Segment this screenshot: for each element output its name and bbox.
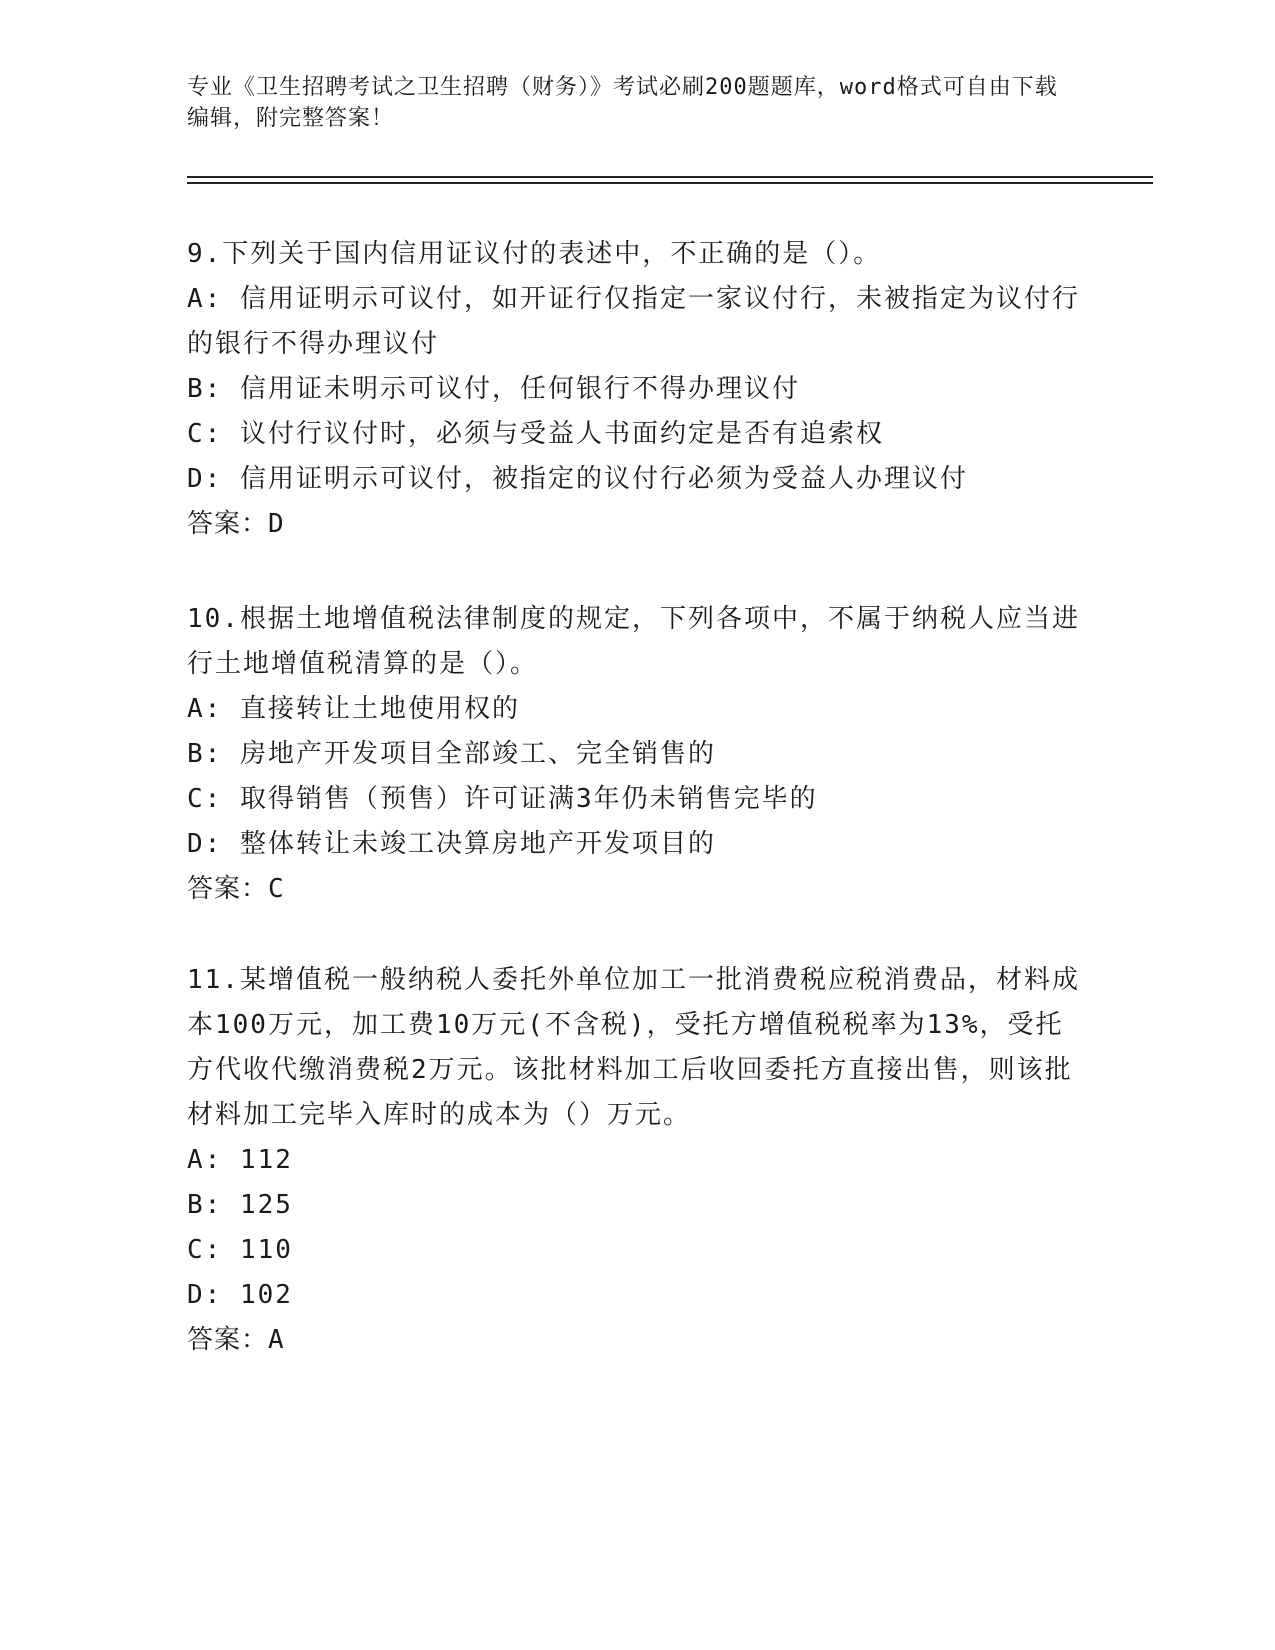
header-divider-bottom	[187, 182, 1153, 184]
option-a: A: 信用证明示可议付，如开证行仅指定一家议付行，未被指定为议付行的银行不得办理议付	[187, 284, 1080, 359]
question-stem: 10.根据土地增值税法律制度的规定，下列各项中，不属于纳税人应当进行土地增值税清算的是（）。	[187, 604, 1080, 679]
option-d: D: 整体转让未竣工决算房地产开发项目的	[187, 829, 716, 859]
option-d: D: 信用证明示可议付，被指定的议付行必须为受益人办理议付	[187, 464, 968, 494]
option-b: B: 房地产开发项目全部竣工、完全销售的	[187, 739, 716, 769]
option-d: D: 102	[187, 1280, 293, 1310]
answer-line	[187, 502, 1087, 547]
option-a: A: 112	[187, 1145, 293, 1175]
option-c: C: 110	[187, 1235, 293, 1265]
question-stem: 9.下列关于国内信用证议付的表述中，不正确的是（）。	[187, 239, 882, 269]
header-divider-top	[187, 176, 1153, 178]
question-stem: 11.某增值税一般纳税人委托外单位加工一批消费税应税消费品，材料成本100万元，加工费10万元(不含税)，受托方增值税税率为13%，受托方代收代缴消费税2万元。该批材料加工后收回委托方直接出售，则该批材料加工完毕入库时的成本为（）万元。	[187, 965, 1080, 1130]
option-b: B: 125	[187, 1190, 293, 1220]
answer-label: 答案：	[187, 874, 269, 904]
question-9	[187, 232, 1087, 547]
option-a: A: 直接转让土地使用权的	[187, 694, 520, 724]
question-11	[187, 958, 1087, 1363]
answer-label: 答案：	[187, 509, 269, 539]
answer-label: 答案：	[187, 1325, 269, 1355]
answer-value: D	[268, 509, 285, 539]
question-10	[187, 597, 1087, 912]
answer-value: A	[268, 1325, 285, 1355]
option-c: C: 议付行议付时，必须与受益人书面约定是否有追索权	[187, 419, 884, 449]
option-b: B: 信用证未明示可议付，任何银行不得办理议付	[187, 374, 800, 404]
answer-value: C	[268, 874, 285, 904]
answer-line	[187, 867, 1087, 912]
option-c: C: 取得销售（预售）许可证满3年仍未销售完毕的	[187, 784, 818, 814]
answer-line	[187, 1318, 1087, 1363]
document-header: 专业《卫生招聘考试之卫生招聘（财务）》考试必刷200题题库，word格式可自由下载编辑，附完整答案！	[187, 75, 1058, 131]
